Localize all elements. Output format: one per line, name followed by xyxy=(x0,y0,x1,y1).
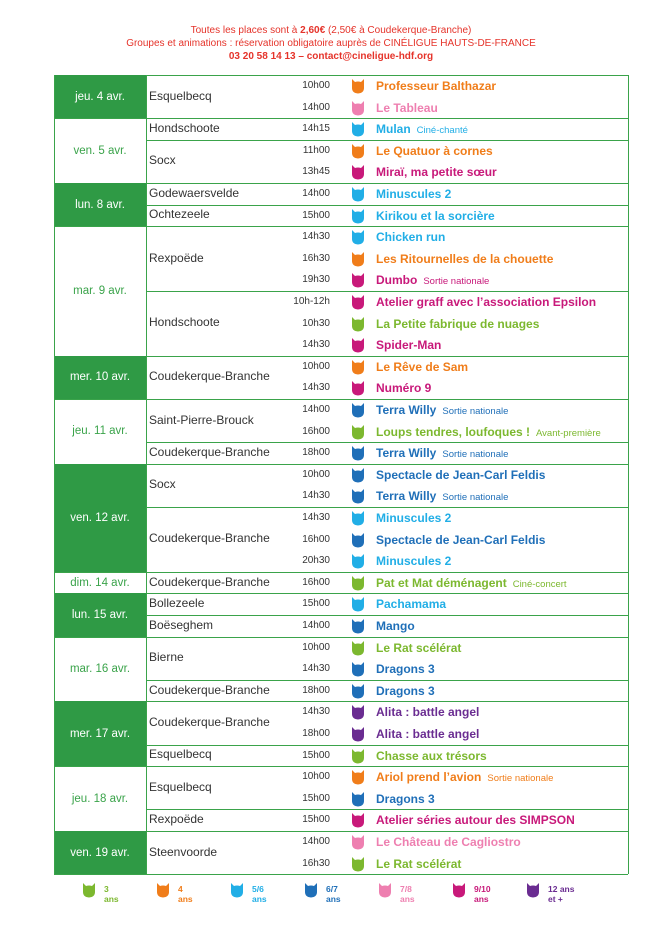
owl-age-icon xyxy=(351,510,365,526)
film-title xyxy=(376,533,545,547)
table-rule xyxy=(146,356,147,399)
venue-name: Coudekerque-Branche xyxy=(149,682,270,697)
owl-age-icon xyxy=(351,208,365,224)
owl-age-icon xyxy=(351,726,365,742)
table-rule xyxy=(146,615,628,616)
film-title-text: Dragons 3 xyxy=(376,791,435,806)
film-title xyxy=(376,641,461,655)
table-rule xyxy=(146,593,147,636)
film-title xyxy=(376,857,461,871)
session-time: 14h00 xyxy=(302,101,330,113)
film-title-text: Les Ritournelles de la chouette xyxy=(376,251,554,266)
table-rule xyxy=(146,507,628,508)
owl-age-icon xyxy=(351,618,365,634)
table-rule xyxy=(146,701,147,766)
film-title xyxy=(376,381,431,395)
film-title-text: Pat et Mat déménagent xyxy=(376,575,507,590)
film-title xyxy=(376,122,468,136)
film-title xyxy=(376,619,415,633)
owl-age-icon xyxy=(351,78,365,94)
session-note: Ciné-chanté xyxy=(416,125,468,137)
table-rule xyxy=(146,464,147,572)
booking-line: Groupes et animations : réservation obligatoire auprès de CINÉLIGUE HAUTS-DE-FRANCE xyxy=(126,38,536,49)
session-time: 14h30 xyxy=(302,490,330,502)
session-note: Avant-première xyxy=(536,427,601,439)
owl-age-icon xyxy=(351,380,365,396)
day-label: jeu. 4 avr. xyxy=(54,75,146,118)
owl-age-icon xyxy=(351,596,365,612)
venue-name: Socx xyxy=(149,153,176,168)
table-rule xyxy=(146,572,147,594)
session-time: 14h00 xyxy=(302,836,330,847)
venue-name: Coudekerque-Branche xyxy=(149,369,270,384)
film-title-text: Spectacle de Jean-Carl Feldis xyxy=(376,467,546,482)
film-title xyxy=(376,792,435,806)
owl-age-icon xyxy=(351,661,365,677)
film-title-text: Mango xyxy=(376,619,415,633)
session-time: 10h30 xyxy=(302,317,330,329)
film-title-text: Alita : battle angel xyxy=(376,727,480,741)
session-time: 14h30 xyxy=(302,706,330,718)
session-time: 19h30 xyxy=(302,274,330,286)
owl-age-icon xyxy=(351,553,365,569)
table-rule xyxy=(146,637,147,702)
owl-age-icon xyxy=(351,424,365,440)
film-title xyxy=(376,273,489,287)
film-title-text: Ariol prend l’avion xyxy=(376,770,482,785)
film-title-text: Terra Willy xyxy=(376,489,437,504)
owl-age-icon xyxy=(351,143,365,159)
session-note: Sortie nationale xyxy=(442,449,509,461)
film-title-text: Atelier séries autour des SIMPSON xyxy=(376,813,575,828)
owl-age-icon xyxy=(351,402,365,418)
day-label: ven. 19 avr. xyxy=(54,831,146,874)
venue-name: Rexpoëde xyxy=(149,250,204,265)
session-time: 14h00 xyxy=(302,188,330,199)
session-time: 15h00 xyxy=(302,209,330,221)
legend-label: 6/7 ans xyxy=(326,884,341,904)
film-title-text: Le Quatuor à cornes xyxy=(376,143,493,158)
owl-age-icon xyxy=(351,683,365,699)
session-time: 14h30 xyxy=(302,512,330,523)
legend-label: 3 ans xyxy=(104,884,119,904)
owl-age-icon xyxy=(304,882,318,898)
session-time: 18h00 xyxy=(302,728,330,739)
session-time: 20h30 xyxy=(302,555,330,567)
owl-age-icon xyxy=(351,791,365,807)
venue-name: Ochtezeele xyxy=(149,207,210,222)
owl-age-icon xyxy=(351,272,365,288)
film-title-text: Chasse aux trésors xyxy=(376,748,487,763)
owl-age-icon xyxy=(526,882,540,898)
film-title-text: Dumbo xyxy=(376,273,418,288)
venue-name: Coudekerque-Branche xyxy=(149,531,270,546)
session-note: Sortie nationale xyxy=(487,773,554,785)
film-title xyxy=(376,749,487,763)
venue-name: Boëseghem xyxy=(149,617,214,632)
owl-age-icon xyxy=(378,882,392,898)
session-note: Sortie nationale xyxy=(442,492,509,504)
session-time: 16h30 xyxy=(302,857,330,869)
film-title xyxy=(376,511,451,525)
age-legend xyxy=(0,880,662,930)
film-title-text: Minuscules 2 xyxy=(376,511,452,525)
table-rule xyxy=(54,75,55,874)
film-title-text: Miraï, ma petite sœur xyxy=(376,165,497,180)
table-rule xyxy=(628,75,629,874)
film-title-text: Professeur Balthazar xyxy=(376,79,497,93)
venue-name: Coudekerque-Branche xyxy=(149,445,270,459)
session-time: 11h00 xyxy=(302,144,330,156)
session-time: 13h45 xyxy=(302,166,330,178)
venue-name: Esquelbecq xyxy=(149,88,212,103)
session-time: 15h00 xyxy=(302,792,330,804)
owl-age-icon xyxy=(351,251,365,267)
film-title xyxy=(376,727,479,741)
venue-name: Hondschoote xyxy=(149,121,220,135)
day-label: lun. 15 avr. xyxy=(54,593,146,636)
film-title-text: Dragons 3 xyxy=(376,662,435,677)
session-time: 16h00 xyxy=(302,576,330,588)
owl-age-icon xyxy=(351,229,365,245)
film-title xyxy=(376,101,438,115)
contact-info: 03 20 58 14 13 – contact@cineligue-hdf.org xyxy=(228,51,434,62)
owl-age-icon xyxy=(452,882,466,898)
owl-age-icon xyxy=(351,121,365,137)
day-label: jeu. 11 avr. xyxy=(72,425,128,438)
table-rule xyxy=(54,874,628,875)
session-time: 16h30 xyxy=(302,252,330,264)
owl-age-icon xyxy=(156,882,170,898)
table-rule xyxy=(146,442,628,443)
venue-name: Hondschoote xyxy=(149,315,220,330)
film-title xyxy=(376,230,445,244)
film-title xyxy=(376,468,545,482)
table-rule xyxy=(146,183,147,226)
session-time: 14h30 xyxy=(302,339,330,351)
legend-label: 4 ans xyxy=(178,884,193,904)
venue-name: Rexpoëde xyxy=(149,812,204,827)
venue-name: Coudekerque-Branche xyxy=(149,715,270,729)
film-title-text: Alita : battle angel xyxy=(376,705,480,720)
film-title xyxy=(376,317,539,331)
table-rule xyxy=(146,226,147,356)
session-time: 14h15 xyxy=(302,123,330,135)
film-title xyxy=(376,295,596,309)
price-value: 2,60€ xyxy=(300,25,326,36)
film-title-text: Chicken run xyxy=(376,230,446,245)
owl-age-icon xyxy=(351,812,365,828)
session-time: 10h00 xyxy=(302,80,330,91)
table-rule xyxy=(146,140,628,141)
film-title xyxy=(376,684,435,698)
table-rule xyxy=(146,399,147,464)
session-time: 14h30 xyxy=(302,231,330,243)
owl-age-icon xyxy=(351,640,365,656)
film-title-text: La Petite fabrique de nuages xyxy=(376,316,540,331)
film-title-text: Spider-Man xyxy=(376,338,442,353)
session-time: 15h00 xyxy=(302,598,330,610)
owl-age-icon xyxy=(351,704,365,720)
film-title-text: Le Château de Cagliostro xyxy=(376,835,521,849)
day-label: lun. 8 avr. xyxy=(54,183,146,226)
film-title xyxy=(376,489,508,503)
session-time: 18h00 xyxy=(302,447,330,459)
venue-name: Saint-Pierre-Brouck xyxy=(149,412,254,427)
legend-label: 12 ans et + xyxy=(548,884,575,904)
owl-age-icon xyxy=(351,834,365,850)
session-time: 10h00 xyxy=(302,641,330,653)
film-title xyxy=(376,79,496,93)
film-title-text: Dragons 3 xyxy=(376,683,435,698)
day-label: mar. 9 avr. xyxy=(73,284,127,297)
venue-name: Coudekerque-Branche xyxy=(149,574,270,589)
day-label: ven. 5 avr. xyxy=(73,144,127,157)
film-title-text: Le Rat scélérat xyxy=(376,856,462,871)
film-title-text: Le Tableau xyxy=(376,100,438,115)
owl-age-icon xyxy=(351,769,365,785)
session-time: 14h30 xyxy=(302,663,330,675)
venue-name: Esquelbecq xyxy=(149,779,212,794)
session-note: Sortie nationale xyxy=(423,276,490,288)
owl-age-icon xyxy=(351,445,365,461)
table-rule xyxy=(146,831,147,874)
session-time: 15h00 xyxy=(302,814,330,826)
film-title-text: Terra Willy xyxy=(376,403,437,417)
owl-age-icon xyxy=(351,748,365,764)
pricing-text: Toutes les places sont à xyxy=(190,25,301,36)
venue-name: Bollezeele xyxy=(149,596,205,611)
session-time: 10h00 xyxy=(302,468,330,480)
film-title xyxy=(376,144,493,158)
session-note: Ciné-concert xyxy=(512,578,567,590)
film-title-text: Mulan xyxy=(376,122,411,137)
table-rule xyxy=(146,809,628,810)
owl-age-icon xyxy=(351,337,365,353)
venue-name: Socx xyxy=(149,477,176,492)
session-time: 10h-12h xyxy=(293,296,330,307)
owl-age-icon xyxy=(351,294,365,310)
table-rule xyxy=(146,680,628,681)
film-title xyxy=(376,403,508,417)
film-title xyxy=(376,813,575,827)
film-title-text: Le Rat scélérat xyxy=(376,640,462,655)
day-label: mar. 16 avr. xyxy=(69,662,131,675)
film-title-text: Kirikou et la sorcière xyxy=(376,208,495,223)
table-rule xyxy=(146,766,147,831)
venue-name: Steenvoorde xyxy=(149,844,218,859)
film-title-text: Le Rêve de Sam xyxy=(376,359,469,374)
legend-label: 5/6 ans xyxy=(252,884,267,904)
day-label: mer. 17 avr. xyxy=(54,701,146,766)
day-label: jeu. 18 avr. xyxy=(71,792,129,805)
day-label: ven. 12 avr. xyxy=(54,464,146,572)
film-title xyxy=(376,554,451,568)
film-title xyxy=(376,576,567,590)
owl-age-icon xyxy=(82,882,96,898)
venue-name: Esquelbecq xyxy=(149,747,212,762)
film-title-text: Minuscules 2 xyxy=(376,187,452,201)
session-time: 14h00 xyxy=(302,620,330,631)
film-title-text: Atelier graff avec l’association Epsilon xyxy=(376,295,597,309)
film-title xyxy=(376,597,446,611)
session-note: Sortie nationale xyxy=(442,406,509,417)
film-title-text: Loups tendres, loufoques ! xyxy=(376,424,531,439)
session-time: 16h00 xyxy=(302,425,330,437)
table-rule xyxy=(146,745,628,746)
venue-name: Bierne xyxy=(149,650,184,665)
film-title-text: Terra Willy xyxy=(376,446,437,461)
film-title xyxy=(376,835,521,849)
venue-name: Godewaersvelde xyxy=(149,185,240,200)
owl-age-icon xyxy=(351,164,365,180)
legend-label: 9/10 ans xyxy=(474,884,491,904)
film-title xyxy=(376,338,441,352)
table-rule xyxy=(146,118,147,183)
owl-age-icon xyxy=(351,186,365,202)
table-rule xyxy=(146,291,628,292)
owl-age-icon xyxy=(230,882,244,898)
owl-age-icon xyxy=(351,100,365,116)
session-time: 14h00 xyxy=(302,404,330,415)
film-title xyxy=(376,187,451,201)
film-title xyxy=(376,360,468,374)
owl-age-icon xyxy=(351,359,365,375)
film-title-text: Minuscules 2 xyxy=(376,554,452,569)
film-title xyxy=(376,770,553,784)
day-label: mer. 10 avr. xyxy=(54,356,146,399)
owl-age-icon xyxy=(351,488,365,504)
session-time: 18h00 xyxy=(302,684,330,696)
owl-age-icon xyxy=(351,467,365,483)
table-rule xyxy=(146,75,147,118)
film-title-text: Spectacle de Jean-Carl Feldis xyxy=(376,532,546,547)
session-time: 10h00 xyxy=(302,360,330,372)
film-title xyxy=(376,705,479,719)
legend-label: 7/8 ans xyxy=(400,884,415,904)
owl-age-icon xyxy=(351,532,365,548)
session-time: 10h00 xyxy=(302,771,330,783)
session-time: 14h30 xyxy=(302,382,330,394)
owl-age-icon xyxy=(351,316,365,332)
owl-age-icon xyxy=(351,856,365,872)
film-title-text: Pachamama xyxy=(376,597,447,612)
film-title-text: Numéro 9 xyxy=(376,381,432,396)
film-title xyxy=(376,446,508,460)
film-title xyxy=(376,165,497,179)
pricing-note: (2,50€ à Coudekerque-Branche) xyxy=(325,25,472,36)
film-title xyxy=(376,662,435,676)
owl-age-icon xyxy=(351,575,365,591)
session-time: 16h00 xyxy=(302,533,330,545)
session-time: 15h00 xyxy=(302,749,330,761)
table-rule xyxy=(146,205,628,206)
film-title xyxy=(376,209,495,223)
film-title xyxy=(376,252,553,266)
day-label: dim. 14 avr. xyxy=(70,576,130,589)
film-title xyxy=(376,425,601,439)
